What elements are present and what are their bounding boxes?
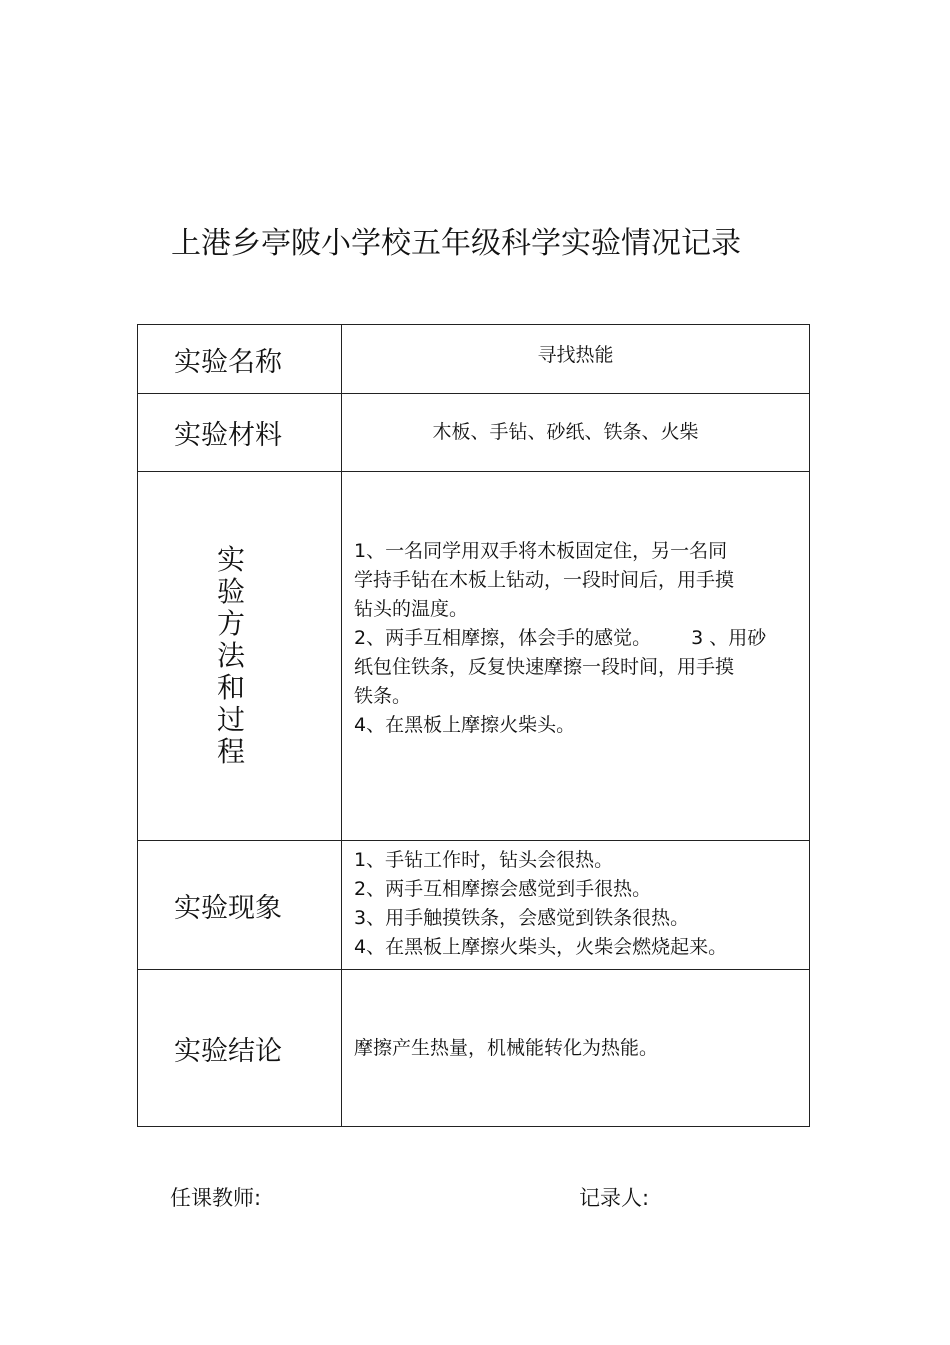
row-conclusion bbox=[138, 970, 810, 1127]
method-label-char: 实 bbox=[216, 543, 245, 576]
row-phenomenon bbox=[138, 841, 810, 970]
method-line: 学持手钻在木板上钻动，一段时间后，用手摸 bbox=[354, 568, 735, 591]
method-label bbox=[216, 544, 246, 768]
materials-label: 实验材料 bbox=[174, 420, 282, 451]
phenomenon-line: 1、手钻工作时，钻头会很热。 bbox=[354, 849, 614, 871]
method-label-char: 和 bbox=[216, 671, 245, 704]
row-method bbox=[138, 472, 810, 841]
recorder-label: 记录人: bbox=[579, 1186, 650, 1210]
experiment-name-label: 实验名称 bbox=[174, 346, 282, 378]
method-value bbox=[342, 472, 810, 841]
method-label-char: 方 bbox=[216, 607, 245, 640]
phenomenon-line: 2、两手互相摩擦会感觉到手很热。 bbox=[354, 878, 652, 900]
conclusion-label: 实验结论 bbox=[174, 1035, 282, 1067]
row-materials bbox=[138, 394, 810, 472]
conclusion-text: 摩擦产生热量，机械能转化为热能。 bbox=[354, 1036, 659, 1059]
method-line: 4、在黑板上摩擦火柴头。 bbox=[354, 713, 576, 736]
method-line: 2、两手互相摩擦，体会手的感觉。 bbox=[354, 626, 652, 649]
teacher-label: 任课教师: bbox=[170, 1186, 262, 1210]
label-cell bbox=[138, 325, 342, 394]
experiment-name-value: 寻找热能 bbox=[342, 325, 810, 394]
method-line-combined bbox=[354, 624, 795, 653]
phenomenon-line: 3、用手触摸铁条，会感觉到铁条很热。 bbox=[354, 907, 690, 929]
row-experiment-name bbox=[138, 325, 810, 394]
document-title: 上港乡亭陂小学校五年级科学实验情况记录 bbox=[171, 226, 741, 261]
phenomenon-label: 实验现象 bbox=[174, 892, 282, 924]
method-line: 铁条。 bbox=[354, 684, 412, 707]
method-line: 3 、用砂 bbox=[691, 626, 767, 649]
conclusion-value bbox=[342, 970, 810, 1127]
label-cell bbox=[138, 394, 342, 472]
method-line: 1、一名同学用双手将木板固定住，另一名同 bbox=[354, 539, 728, 562]
phenomenon-line: 4、在黑板上摩擦火柴头，火柴会燃烧起来。 bbox=[354, 936, 728, 958]
label-cell bbox=[138, 841, 342, 970]
method-label-char: 验 bbox=[216, 575, 245, 608]
label-cell bbox=[138, 970, 342, 1127]
method-line: 纸包住铁条，反复快速摩擦一段时间，用手摸 bbox=[354, 655, 735, 678]
method-label-char: 过 bbox=[216, 703, 245, 736]
experiment-record-table bbox=[137, 324, 810, 1127]
method-line: 钻头的温度。 bbox=[354, 597, 469, 620]
phenomenon-text bbox=[342, 846, 809, 962]
method-label-char: 法 bbox=[216, 639, 245, 672]
phenomenon-value bbox=[342, 841, 810, 970]
materials-value: 木板、手钻、砂纸、铁条、火柴 bbox=[342, 394, 810, 472]
method-label-char: 程 bbox=[216, 735, 245, 768]
label-cell bbox=[138, 472, 342, 841]
method-text bbox=[342, 537, 809, 740]
